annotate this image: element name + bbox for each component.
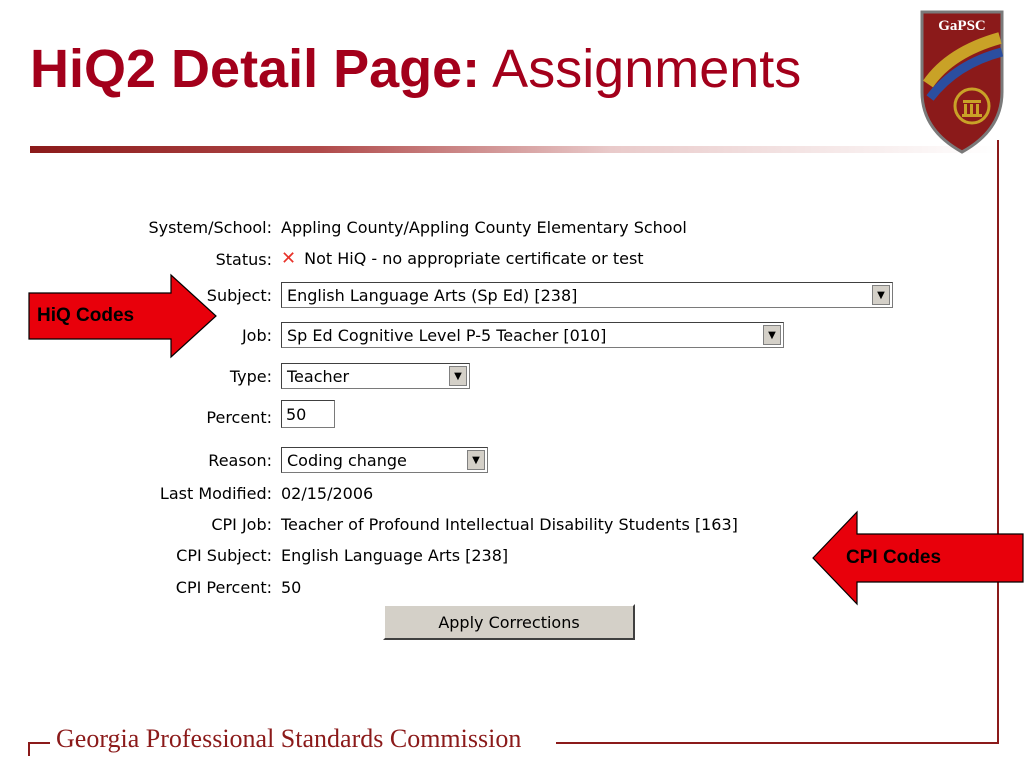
status-value-row bbox=[281, 248, 644, 269]
hiq-codes-label: HiQ Codes bbox=[37, 305, 135, 326]
apply-corrections-button[interactable]: Apply Corrections bbox=[383, 604, 635, 640]
footer-organization: Georgia Professional Standards Commission bbox=[56, 724, 522, 753]
gapsc-seal-logo bbox=[916, 6, 1008, 154]
job-select[interactable] bbox=[281, 322, 784, 348]
subject-select[interactable] bbox=[281, 282, 893, 308]
cpi-job-label: CPI Job: bbox=[211, 515, 272, 534]
percent-input[interactable] bbox=[281, 400, 335, 428]
chevron-down-icon[interactable]: ▼ bbox=[467, 450, 485, 470]
chevron-down-icon[interactable]: ▼ bbox=[872, 285, 890, 305]
chevron-down-icon[interactable]: ▼ bbox=[449, 366, 467, 386]
system-school-label: System/School: bbox=[148, 218, 272, 237]
title-bold: HiQ2 Detail Page: bbox=[30, 39, 481, 99]
slide-title bbox=[30, 39, 802, 99]
x-icon: ✕ bbox=[281, 248, 297, 269]
footer-rule-left bbox=[28, 742, 50, 744]
reason-select-value: Coding change bbox=[287, 451, 407, 470]
title-rule bbox=[30, 146, 998, 153]
last-modified-value: 02/15/2006 bbox=[281, 484, 374, 503]
cpi-codes-label: CPI Codes bbox=[846, 547, 942, 568]
job-label: Job: bbox=[241, 326, 272, 345]
system-school-value: Appling County/Appling County Elementary School bbox=[281, 218, 687, 237]
cpi-percent-label: CPI Percent: bbox=[175, 578, 272, 597]
cpi-percent-value: 50 bbox=[281, 578, 302, 597]
type-select[interactable] bbox=[281, 363, 470, 389]
title-regular: Assignments bbox=[492, 39, 802, 99]
type-label: Type: bbox=[229, 367, 272, 386]
footer-rule-right bbox=[556, 742, 999, 744]
subject-select-value: English Language Arts (Sp Ed) [238] bbox=[287, 286, 578, 305]
status-value: Not HiQ - no appropriate certificate or test bbox=[304, 249, 644, 268]
percent-input-value: 50 bbox=[286, 405, 307, 424]
reason-select[interactable] bbox=[281, 447, 488, 473]
job-select-value: Sp Ed Cognitive Level P-5 Teacher [010] bbox=[287, 326, 607, 345]
reason-label: Reason: bbox=[208, 451, 272, 470]
frame-right-border bbox=[997, 140, 999, 744]
cpi-subject-value: English Language Arts [238] bbox=[281, 546, 509, 565]
last-modified-label: Last Modified: bbox=[159, 484, 272, 503]
cpi-subject-label: CPI Subject: bbox=[176, 546, 272, 565]
chevron-down-icon[interactable]: ▼ bbox=[763, 325, 781, 345]
subject-label: Subject: bbox=[206, 286, 272, 305]
status-label: Status: bbox=[215, 250, 272, 269]
frame-left-border bbox=[28, 742, 30, 756]
percent-label: Percent: bbox=[206, 408, 272, 427]
type-select-value: Teacher bbox=[287, 367, 350, 386]
seal-label: GaPSC bbox=[938, 18, 986, 34]
cpi-job-value: Teacher of Profound Intellectual Disability Students [163] bbox=[281, 515, 738, 534]
